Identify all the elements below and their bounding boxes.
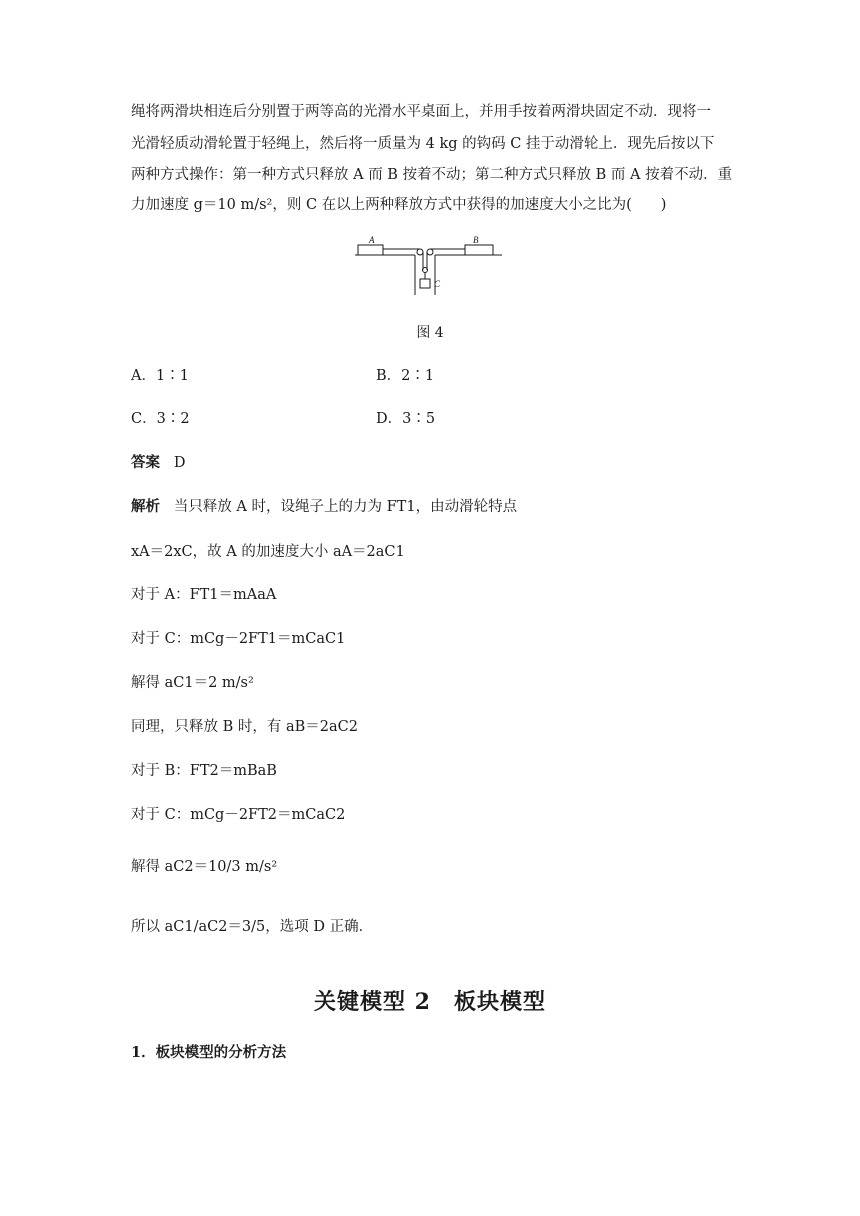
analysis-intro-row [131, 497, 517, 517]
label-a: A [369, 235, 375, 245]
analysis-line-1: xA＝2xC，故 A 的加速度大小 aA＝2aC1 [131, 544, 405, 560]
block-a [358, 245, 383, 255]
option-d: D．3∶5 [376, 411, 436, 427]
analysis-line-7: 对于 C：mCg－2FT2＝mCaC2 [131, 807, 346, 823]
label-b: B [473, 235, 479, 245]
option-a: A．1∶1 [131, 368, 189, 384]
analysis-line-6: 对于 B：FT2＝mBaB [131, 763, 277, 779]
answer-value: D [173, 455, 186, 471]
section-item-1: 1．板块模型的分析方法 [131, 1044, 287, 1061]
analysis-line-9: 所以 aC1/aC2＝3/5，选项 D 正确． [131, 919, 374, 935]
problem-line-1: 绳将两滑块相连后分别置于两等高的光滑水平桌面上，并用手按着两滑块固定不动．现将一 [131, 104, 711, 120]
analysis-intro: 当只释放 A 时，设绳子上的力为 FT1，由动滑轮特点 [173, 499, 518, 515]
answer-row [131, 453, 185, 473]
problem-line-2: 光滑轻质动滑轮置于轻绳上，然后将一质量为 4 kg 的钩码 C 挂于动滑轮上．现先后按以下 [131, 136, 715, 152]
analysis-line-4: 解得 aC1＝2 m/s² [131, 675, 254, 691]
section-heading: 关键模型 2 板块模型 [314, 989, 546, 1015]
option-b: B．2∶1 [376, 368, 435, 384]
analysis-line-8: 解得 aC2＝10/3 m/s² [131, 859, 278, 875]
pulley-figure [352, 232, 512, 306]
analysis-line-3: 对于 C：mCg－2FT1＝mCaC1 [131, 631, 346, 647]
analysis-line-5: 同理，只释放 B 时，有 aB＝2aC2 [131, 719, 358, 735]
pulley-left [417, 249, 423, 255]
problem-line-3: 两种方式操作：第一种方式只释放 A 而 B 按着不动；第二种方式只释放 B 而 A 按着不动．重 [131, 167, 733, 183]
problem-line-4: 力加速度 g＝10 m/s²，则 C 在以上两种释放方式中获得的加速度大小之比为( ) [131, 197, 667, 213]
answer-label: 答案 [131, 454, 160, 471]
analysis-line-2: 对于 A：FT1＝mAaA [131, 587, 277, 603]
pulley-right [427, 249, 433, 255]
figure-caption: 图 4 [416, 325, 444, 341]
block-b [465, 245, 493, 255]
option-c: C．3∶2 [131, 411, 190, 427]
analysis-label: 解析 [131, 498, 160, 515]
pulley-diagram [352, 232, 512, 302]
weight-c [420, 279, 430, 288]
label-c: C [434, 279, 441, 289]
